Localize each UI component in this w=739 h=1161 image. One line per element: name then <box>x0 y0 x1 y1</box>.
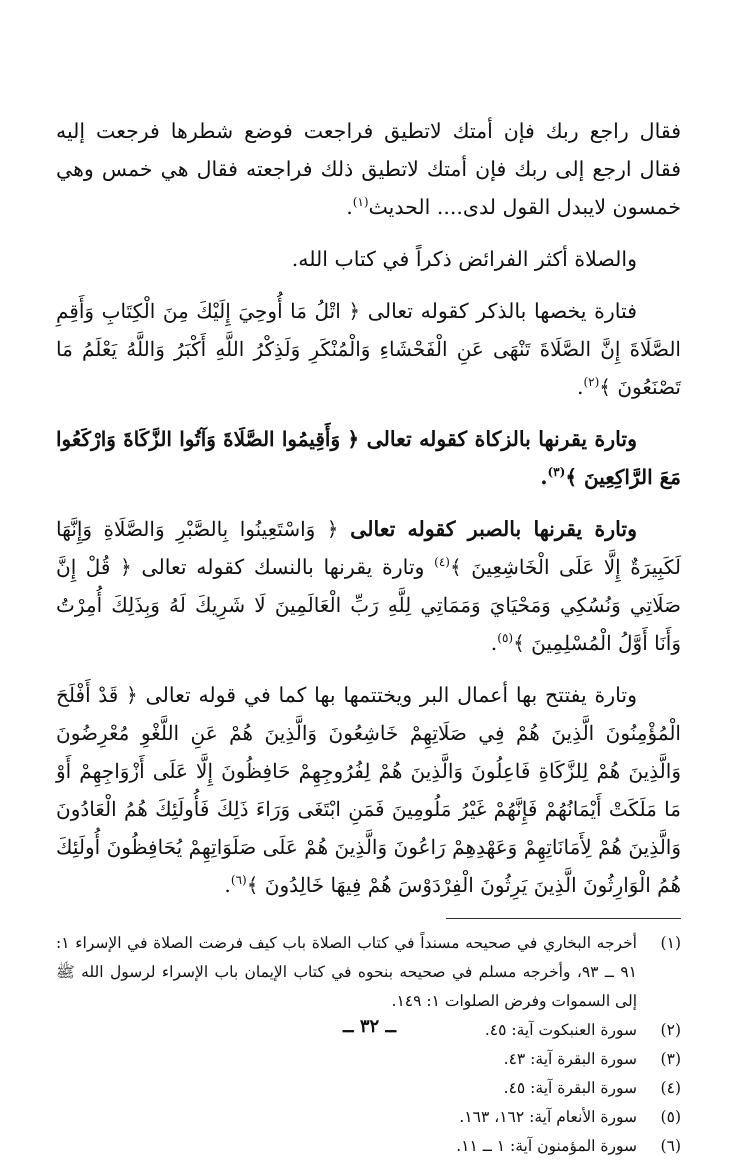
footnote-text: سورة البقرة آية: ٤٥. <box>503 1079 637 1097</box>
footnote-number: (٦) <box>660 1137 681 1155</box>
footnote-ref-6[interactable]: (٦) <box>230 873 247 888</box>
footnote-item <box>56 1074 681 1103</box>
footnote-divider <box>446 918 681 919</box>
quran-verse-baqara-43: ﴿ وَأَقِيمُوا الصَّلَاةَ وَآتُوا الزَّكَاةَ وَارْكَعُوا مَعَ الرَّاكِعِينَ ﴾ <box>56 427 681 489</box>
footnote-number: (٣) <box>660 1050 681 1068</box>
paragraph-hadith <box>56 112 681 226</box>
quran-verse-baqara-45: ﴿ وَاسْتَعِينُوا بِالصَّبْرِ وَالصَّلَاةِ وَإِنَّهَا لَكَبِيرَةٌ إِلَّا عَلَى الْخَاشِعِينَ ﴾ <box>56 517 681 579</box>
footnote-text: سورة المؤمنون آية: ١ ــ ١١. <box>456 1137 637 1155</box>
footnote-ref-5[interactable]: (٥) <box>497 631 514 646</box>
footnote-ref-2[interactable]: (٢) <box>583 375 600 390</box>
footnote-item <box>56 1132 681 1161</box>
quran-verse-anam: ﴿ قُلْ إِنَّ صَلَاتِي وَنُسُكِي وَمَحْيَايَ وَمَمَاتِي لِلَّهِ رَبِّ الْعَالَمِينَ لَا شَرِيكَ لَهُ وَبِذَلِكَ أُمِرْتُ وَأَنَا أَوَّلُ الْمُسْلِمِينَ ﴾ <box>56 555 681 655</box>
paragraph-prayer-mention <box>56 240 681 278</box>
footnote-number: (٥) <box>660 1108 681 1126</box>
paragraph-birr: وتارة يفتتح بها أعمال البر ويختتمها بها كما في قوله تعالى ﴿ قَدْ أَفْلَحَ الْمُؤْمِنُونَ الَّذِينَ هُمْ فِي صَلَاتِهِمْ خَاشِعُونَ وَالَّذِينَ هُمْ عَنِ اللَّغْوِ مُعْرِضُونَ وَالَّذِينَ هُمْ لِلزَّكَاةِ فَاعِلُونَ وَالَّذِينَ هُمْ لِفُرُوجِهِمْ حَافِظُونَ إِلَّا عَلَى أَزْوَاجِهِمْ أَوْ مَا مَلَكَتْ أَيْمَانُهُمْ فَإِنَّهُمْ غَيْرُ مَلُومِينَ فَمَنِ ابْتَغَى وَرَاءَ ذَلِكَ فَأُولَئِكَ هُمُ الْعَادُونَ وَالَّذِينَ هُمْ لِأَمَانَاتِهِمْ وَعَهْدِهِمْ رَاعُونَ وَالَّذِينَ هُمْ عَلَى صَلَوَاتِهِمْ يُحَافِظُونَ أُولَئِكَ هُمُ الْوَارِثُونَ الَّذِينَ يَرِثُونَ الْفِرْدَوْسَ هُمْ فِيهَا خَالِدُونَ ﴾$^{(٦)}$. <box>56 683 681 897</box>
paragraph-sabr-nusuk: وتارة يقرنها بالصبر كقوله تعالى ﴿ وَاسْتَعِينُوا بِالصَّبْرِ وَالصَّلَاةِ وَإِنَّهَا لَكَبِيرَةٌ إِلَّا عَلَى الْخَاشِعِينَ ﴾$^{(٤)}$ وتارة يقرنها بالنسك كقوله تعالى ﴿ قُلْ إِنَّ صَلَاتِي وَنُسُكِي وَمَحْيَايَ وَمَمَاتِي لِلَّهِ رَبِّ الْعَالَمِينَ لَا شَرِيكَ لَهُ وَبِذَلِكَ أُمِرْتُ وَأَنَا أَوَّلُ الْمُسْلِمِينَ ﴾$^{(٥)}$. <box>56 517 681 655</box>
paragraph-zakat: وتارة يقرنها بالزكاة كقوله تعالى ﴿ وَأَقِيمُوا الصَّلَاةَ وَآتُوا الزَّكَاةَ وَارْكَعُوا مَعَ الرَّاكِعِينَ ﴾$^{(٣)}$. <box>56 427 681 489</box>
footnote-text: أخرجه البخاري في صحيحه مسنداً في كتاب الصلاة باب كيف فرضت الصلاة في الإسراء ١: ٩١ ــ ٩٣، وأخرجه مسلم في صحيحه بنحوه في كتاب الإيمان باب الإسراء لرسول الله ﷺ إلى السموات وفرض الصلوات ١: ١٤٩. <box>56 934 638 1010</box>
footnote-item <box>56 929 681 1016</box>
quran-verse-ankabut: ﴿ اتْلُ مَا أُوحِيَ إِلَيْكَ مِنَ الْكِتَابِ وَأَقِمِ الصَّلَاةَ إِنَّ الصَّلَاةَ تَنْهَى عَنِ الْفَحْشَاءِ وَالْمُنْكَرِ وَلَذِكْرُ اللَّهِ أَكْبَرُ وَاللَّهُ يَعْلَمُ مَا تَصْنَعُونَ ﴾ <box>56 299 681 399</box>
quran-verse-muminun: ﴿ قَدْ أَفْلَحَ الْمُؤْمِنُونَ الَّذِينَ هُمْ فِي صَلَاتِهِمْ خَاشِعُونَ وَالَّذِينَ هُمْ عَنِ اللَّغْوِ مُعْرِضُونَ وَالَّذِينَ هُمْ لِلزَّكَاةِ فَاعِلُونَ وَالَّذِينَ هُمْ لِفُرُوجِهِمْ حَافِظُونَ إِلَّا عَلَى أَزْوَاجِهِمْ أَوْ مَا مَلَكَتْ أَيْمَانُهُمْ فَإِنَّهُمْ غَيْرُ مَلُومِينَ فَمَنِ ابْتَغَى وَرَاءَ ذَلِكَ فَأُولَئِكَ هُمُ الْعَادُونَ وَالَّذِينَ هُمْ لِأَمَانَاتِهِمْ وَعَهْدِهِمْ رَاعُونَ وَالَّذِينَ هُمْ عَلَى صَلَوَاتِهِمْ يُحَافِظُونَ أُولَئِكَ هُمُ الْوَارِثُونَ الَّذِينَ يَرِثُونَ الْفِرْدَوْسَ هُمْ فِيهَا خَالِدُونَ ﴾ <box>56 683 681 897</box>
footnote-text: سورة الأنعام آية: ١٦٢، ١٦٣. <box>459 1108 637 1126</box>
footnote-item <box>56 1045 681 1074</box>
hadith-end: . <box>346 195 353 219</box>
footnote-ref-1[interactable]: (١) <box>352 195 369 210</box>
dhikr-intro: فتارة يخصها بالذكر كقوله تعالى <box>367 299 637 323</box>
footnote-ref-4[interactable]: (٤) <box>434 555 450 570</box>
footnote-number: (٢) <box>660 1021 681 1039</box>
footnote-ref-3[interactable]: (٣) <box>547 465 566 480</box>
page-number: ــ ٣٢ ــ <box>343 1016 396 1037</box>
paragraph-dhikr: فتارة يخصها بالذكر كقوله تعالى ﴿ اتْلُ مَا أُوحِيَ إِلَيْكَ مِنَ الْكِتَابِ وَأَقِمِ الصَّلَاةَ إِنَّ الصَّلَاةَ تَنْهَى عَنِ الْفَحْشَاءِ وَالْمُنْكَرِ وَلَذِكْرُ اللَّهِ أَكْبَرُ وَاللَّهُ يَعْلَمُ مَا تَصْنَعُونَ ﴾$^{(٢)}$. <box>56 299 681 399</box>
zakat-intro: وتارة يقرنها بالزكاة كقوله تعالى <box>366 427 637 451</box>
footnote-text: سورة العنبكوت آية: ٤٥. <box>484 1021 637 1039</box>
footnote-text: سورة البقرة آية: ٤٣. <box>503 1050 637 1068</box>
footnote-number: (١) <box>660 934 681 952</box>
birr-intro: وتارة يفتتح بها أعمال البر ويختتمها بها كما في قوله تعالى <box>145 683 637 707</box>
hadith-text: فقال راجع ربك فإن أمتك لاتطيق فراجعت فوضع شطرها فرجعت إليه فقال ارجع إلى ربك فإن أمتك لاتطيق ذلك فراجعته فقال هي خمس وهي خمسون لايبدل القول لدى.... الحديث <box>56 119 681 219</box>
sabr-intro: وتارة يقرنها بالصبر كقوله تعالى <box>350 517 637 541</box>
footnotes-list <box>56 929 681 1161</box>
prayer-mention-text: والصلاة أكثر الفرائض ذكراً في كتاب الله. <box>291 247 637 271</box>
footnote-item <box>56 1103 681 1132</box>
nusuk-intro: وتارة يقرنها بالنسك كقوله تعالى <box>141 555 425 579</box>
footnote-number: (٤) <box>660 1079 681 1097</box>
